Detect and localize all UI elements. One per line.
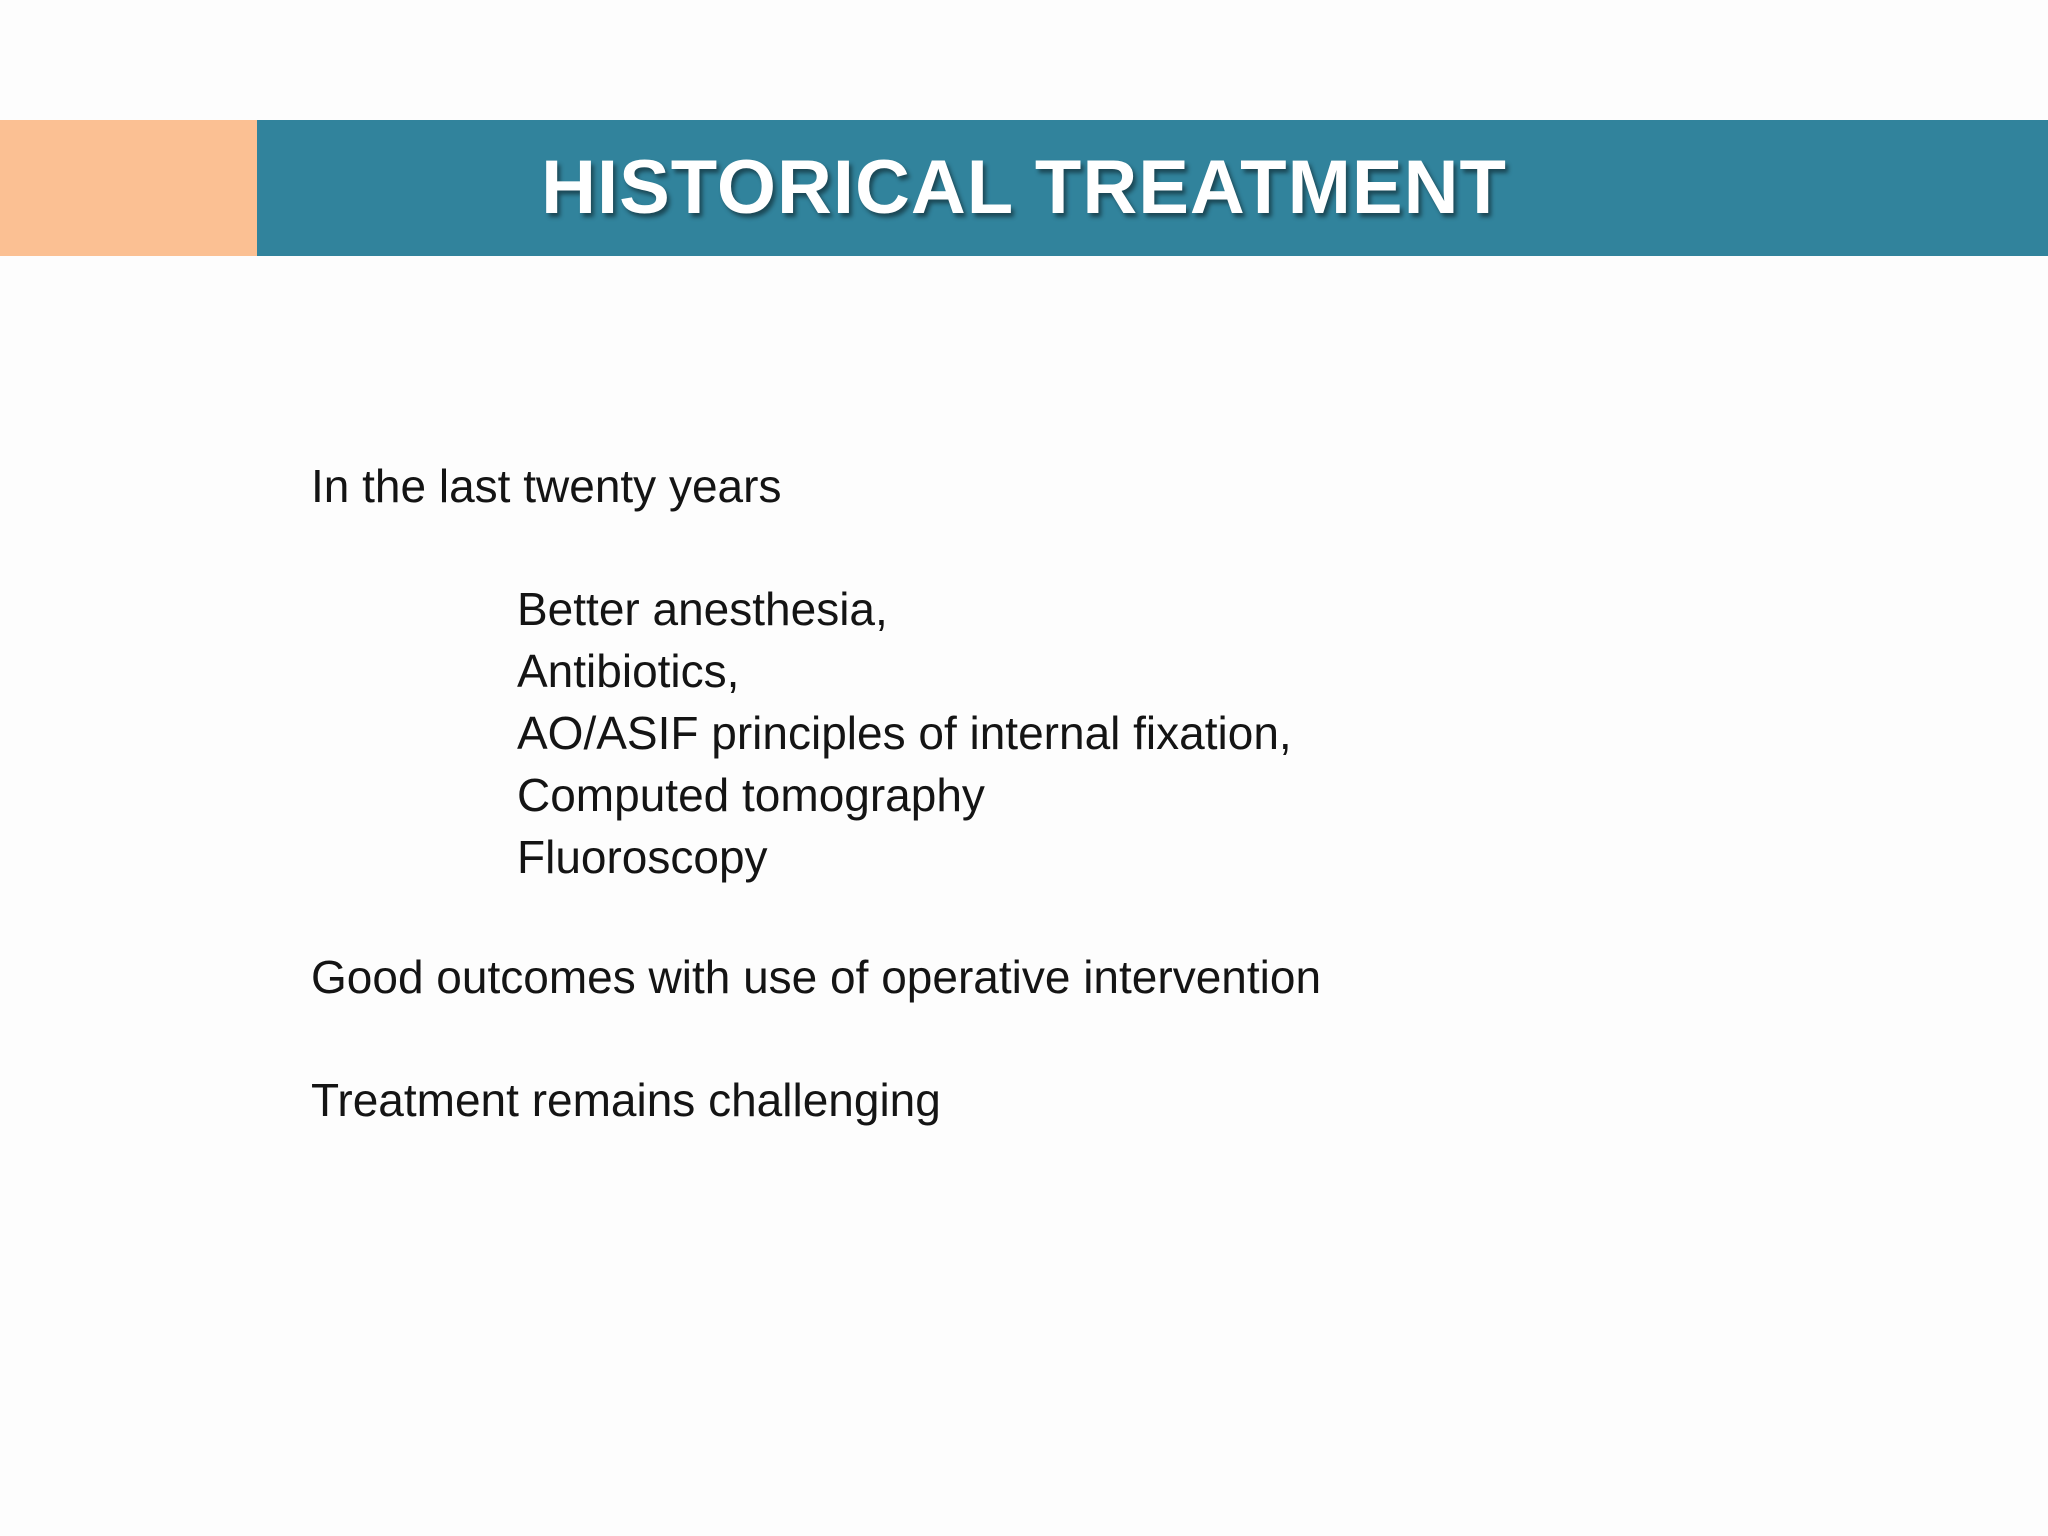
slide-title: HISTORICAL TREATMENT [541,145,1507,230]
intro-text: In the last twenty years [311,460,782,512]
advance-item: Better anesthesia, [517,583,888,635]
advances-list [517,578,1292,888]
advance-item: Computed tomography [517,769,985,821]
advance-item: AO/ASIF principles of internal fixation, [517,707,1292,759]
advance-item: Antibiotics, [517,645,740,697]
title-bar [0,120,2048,256]
advance-item: Fluoroscopy [517,831,768,883]
outcomes-text: Good outcomes with use of operative intervention [311,951,1322,1003]
conclusion-text: Treatment remains challenging [311,1074,941,1126]
